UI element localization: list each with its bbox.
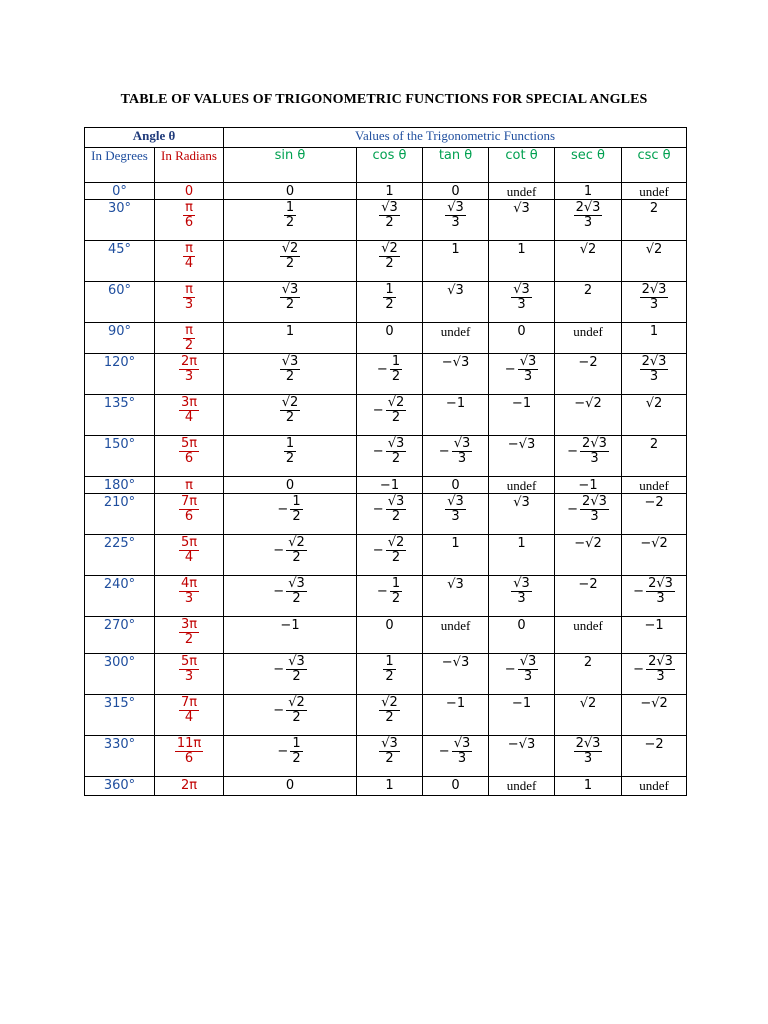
tan-header: tan θ [423, 148, 489, 183]
cell-sin: $\frac{1}{2}$ [224, 200, 357, 241]
cell-sin: $\frac{√3}{2}$ [224, 282, 357, 323]
cell-tan: undef [423, 617, 489, 654]
cell-cos: $\frac{1}{2}$ [357, 654, 423, 695]
table-row [85, 494, 687, 535]
cell-csc: undef [622, 477, 687, 494]
cell-rad: $\frac{5\pi}{4}$ [155, 535, 224, 576]
cell-sec: 1 [555, 777, 622, 796]
table-row [85, 576, 687, 617]
cell-sec: −2 [555, 576, 622, 617]
sec-header: sec θ [555, 148, 622, 183]
values-header: Values of the Trigonometric Functions [224, 128, 687, 148]
cell-csc: 1 [622, 323, 687, 354]
cell-deg: 120° [85, 354, 155, 395]
cell-tan: 1 [423, 535, 489, 576]
cell-tan: undef [423, 323, 489, 354]
table-row [85, 617, 687, 654]
cell-sin: 0 [224, 477, 357, 494]
cell-rad: $\frac{7\pi}{4}$ [155, 695, 224, 736]
cell-cos: − $\frac{1}{2}$ [357, 354, 423, 395]
cell-sec: $\frac{2√3}{3}$ [555, 200, 622, 241]
cell-cos: − $\frac{√3}{2}$ [357, 436, 423, 477]
cell-deg: 300° [85, 654, 155, 695]
table-row [85, 535, 687, 576]
cell-csc: −2 [622, 736, 687, 777]
cell-cot: √3 [489, 200, 555, 241]
cell-cos: $\frac{√2}{2}$ [357, 241, 423, 282]
cell-sin: 1 [224, 323, 357, 354]
cell-rad: π [155, 477, 224, 494]
table-row [85, 241, 687, 282]
cell-rad: $\frac{5\pi}{3}$ [155, 654, 224, 695]
cell-rad: $\frac{\pi}{4}$ [155, 241, 224, 282]
cell-cot: √3 [489, 494, 555, 535]
cell-csc: − $\frac{2√3}{3}$ [622, 654, 687, 695]
table-row [85, 323, 687, 354]
cell-rad: $\frac{4\pi}{3}$ [155, 576, 224, 617]
cell-cos: $\frac{1}{2}$ [357, 282, 423, 323]
cell-csc: undef [622, 777, 687, 796]
cell-cos: 1 [357, 183, 423, 200]
cell-cot: 1 [489, 535, 555, 576]
cell-csc: −2 [622, 494, 687, 535]
cell-deg: 60° [85, 282, 155, 323]
cell-rad: $\frac{3\pi}{4}$ [155, 395, 224, 436]
cell-deg: 150° [85, 436, 155, 477]
cell-sin: − $\frac{√2}{2}$ [224, 535, 357, 576]
table-row [85, 695, 687, 736]
csc-header: csc θ [622, 148, 687, 183]
cell-tan: − $\frac{√3}{3}$ [423, 736, 489, 777]
cell-sin: − $\frac{1}{2}$ [224, 736, 357, 777]
cell-csc: 2 [622, 200, 687, 241]
cell-rad: $\frac{5\pi}{6}$ [155, 436, 224, 477]
cell-tan: −√3 [423, 654, 489, 695]
table-row [85, 436, 687, 477]
cell-cot: − $\frac{√3}{3}$ [489, 654, 555, 695]
cell-csc: −1 [622, 617, 687, 654]
cell-cos: − $\frac{1}{2}$ [357, 576, 423, 617]
cell-sin: 0 [224, 183, 357, 200]
table-row [85, 395, 687, 436]
cell-sin: − $\frac{√3}{2}$ [224, 576, 357, 617]
cell-sec: √2 [555, 241, 622, 282]
cell-sin: $\frac{√2}{2}$ [224, 395, 357, 436]
cell-tan: $\frac{√3}{3}$ [423, 200, 489, 241]
cell-csc: −√2 [622, 695, 687, 736]
cell-tan: $\frac{√3}{3}$ [423, 494, 489, 535]
cell-cot: $\frac{√3}{3}$ [489, 282, 555, 323]
table-row [85, 736, 687, 777]
cell-tan: √3 [423, 282, 489, 323]
table-row [85, 282, 687, 323]
cell-sec: − $\frac{2√3}{3}$ [555, 494, 622, 535]
cell-sec: 2 [555, 282, 622, 323]
cell-cos: $\frac{√3}{2}$ [357, 200, 423, 241]
cell-rad: 0 [155, 183, 224, 200]
radians-header: In Radians [155, 148, 224, 183]
cell-csc: √2 [622, 241, 687, 282]
cell-csc: − $\frac{2√3}{3}$ [622, 576, 687, 617]
cell-tan: 0 [423, 477, 489, 494]
cell-sec: −2 [555, 354, 622, 395]
cell-deg: 330° [85, 736, 155, 777]
cell-cot: −1 [489, 695, 555, 736]
cell-cos: −1 [357, 477, 423, 494]
cell-cot: −√3 [489, 436, 555, 477]
cell-cos: 1 [357, 777, 423, 796]
cell-tan: −√3 [423, 354, 489, 395]
cell-rad: $\frac{3\pi}{2}$ [155, 617, 224, 654]
cell-rad: $\frac{\pi}{2}$ [155, 323, 224, 354]
cell-deg: 240° [85, 576, 155, 617]
cell-deg: 90° [85, 323, 155, 354]
cell-sec: − $\frac{2√3}{3}$ [555, 436, 622, 477]
cell-csc: 2 [622, 436, 687, 477]
cell-cot: −1 [489, 395, 555, 436]
cell-csc: √2 [622, 395, 687, 436]
cell-tan: √3 [423, 576, 489, 617]
cell-rad: $\frac{\pi}{3}$ [155, 282, 224, 323]
page-title: TABLE OF VALUES OF TRIGONOMETRIC FUNCTIONS FOR SPECIAL ANGLES [120, 92, 648, 107]
cell-tan: −1 [423, 695, 489, 736]
cell-tan: −1 [423, 395, 489, 436]
cell-cot: undef [489, 777, 555, 796]
cell-sin: − $\frac{1}{2}$ [224, 494, 357, 535]
angle-header: Angle θ [85, 128, 224, 148]
cell-deg: 30° [85, 200, 155, 241]
cot-header: cot θ [489, 148, 555, 183]
table-row [85, 183, 687, 200]
cell-deg: 45° [85, 241, 155, 282]
cell-sec: −√2 [555, 535, 622, 576]
cell-cot: −√3 [489, 736, 555, 777]
cell-cot: 1 [489, 241, 555, 282]
cell-sin: 0 [224, 777, 357, 796]
table-row [85, 654, 687, 695]
trig-values-table [84, 127, 687, 796]
cell-tan: 0 [423, 777, 489, 796]
cell-rad: $\frac{11\pi}{6}$ [155, 736, 224, 777]
cell-sin: $\frac{√2}{2}$ [224, 241, 357, 282]
cell-sec: −1 [555, 477, 622, 494]
cell-cot: $\frac{√3}{3}$ [489, 576, 555, 617]
cell-cos: − $\frac{√3}{2}$ [357, 494, 423, 535]
sin-header: sin θ [224, 148, 357, 183]
cell-cot: − $\frac{√3}{3}$ [489, 354, 555, 395]
cell-sec: −√2 [555, 395, 622, 436]
cell-sin: −1 [224, 617, 357, 654]
cell-tan: − $\frac{√3}{3}$ [423, 436, 489, 477]
cell-deg: 315° [85, 695, 155, 736]
cell-cot: undef [489, 477, 555, 494]
cell-cos: − $\frac{√2}{2}$ [357, 535, 423, 576]
table-row [85, 200, 687, 241]
cell-rad: $\frac{\pi}{6}$ [155, 200, 224, 241]
cell-sec: undef [555, 323, 622, 354]
cell-csc: −√2 [622, 535, 687, 576]
degrees-header: In Degrees [85, 148, 155, 183]
cell-deg: 270° [85, 617, 155, 654]
cell-csc: undef [622, 183, 687, 200]
cell-rad: $\frac{7\pi}{6}$ [155, 494, 224, 535]
cell-cos: 0 [357, 617, 423, 654]
cell-deg: 210° [85, 494, 155, 535]
cell-cos: − $\frac{√2}{2}$ [357, 395, 423, 436]
cell-csc: $\frac{2√3}{3}$ [622, 354, 687, 395]
cell-sin: $\frac{√3}{2}$ [224, 354, 357, 395]
table-row [85, 777, 687, 796]
cell-cos: 0 [357, 323, 423, 354]
cell-sec: √2 [555, 695, 622, 736]
cell-rad: 2π [155, 777, 224, 796]
cell-sec: 2 [555, 654, 622, 695]
table-row [85, 477, 687, 494]
cell-tan: 1 [423, 241, 489, 282]
cell-cot: 0 [489, 617, 555, 654]
table-row [85, 354, 687, 395]
cell-deg: 360° [85, 777, 155, 796]
cell-cot: 0 [489, 323, 555, 354]
cell-sec: $\frac{2√3}{3}$ [555, 736, 622, 777]
cos-header: cos θ [357, 148, 423, 183]
cell-tan: 0 [423, 183, 489, 200]
cell-deg: 180° [85, 477, 155, 494]
cell-sec: undef [555, 617, 622, 654]
cell-deg: 225° [85, 535, 155, 576]
cell-sin: − $\frac{√3}{2}$ [224, 654, 357, 695]
cell-deg: 0° [85, 183, 155, 200]
cell-sin: − $\frac{√2}{2}$ [224, 695, 357, 736]
cell-rad: $\frac{2\pi}{3}$ [155, 354, 224, 395]
cell-sec: 1 [555, 183, 622, 200]
cell-csc: $\frac{2√3}{3}$ [622, 282, 687, 323]
cell-cot: undef [489, 183, 555, 200]
cell-sin: $\frac{1}{2}$ [224, 436, 357, 477]
cell-cos: $\frac{√2}{2}$ [357, 695, 423, 736]
cell-cos: $\frac{√3}{2}$ [357, 736, 423, 777]
cell-deg: 135° [85, 395, 155, 436]
